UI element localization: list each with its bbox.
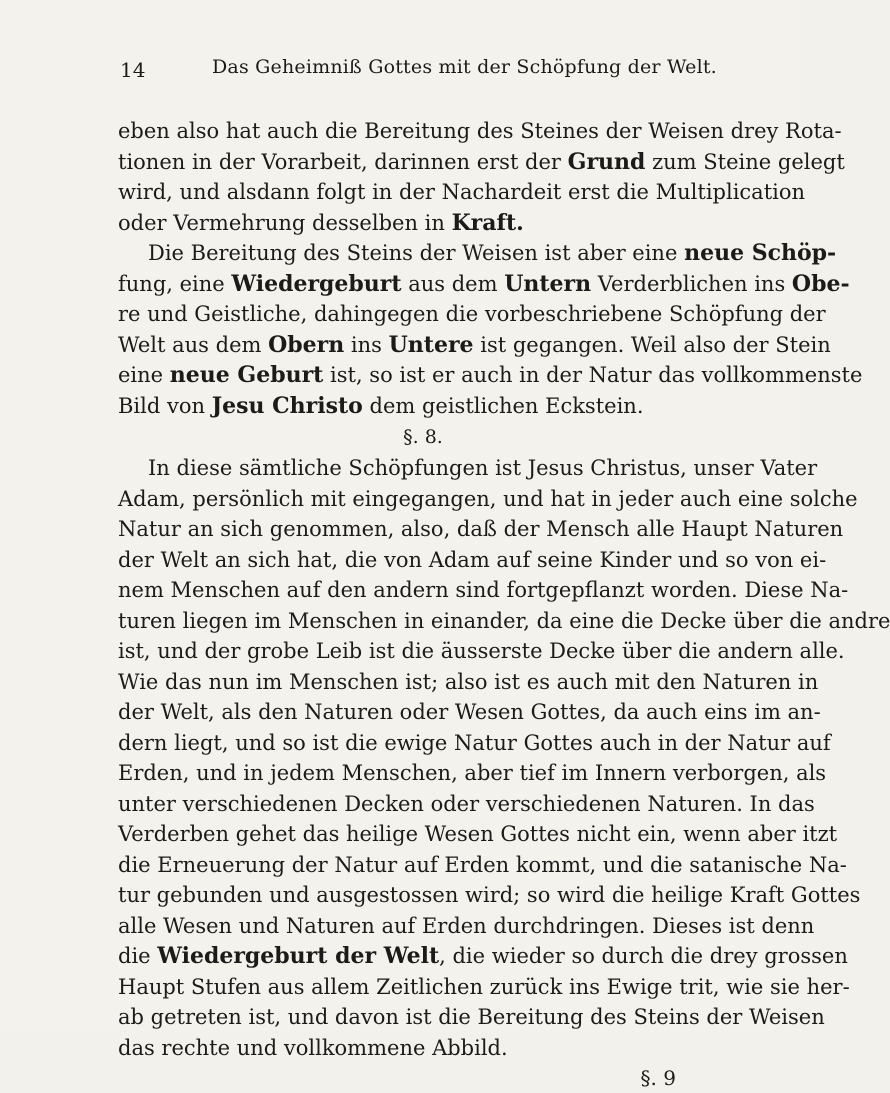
text-line: Wie das nun im Menschen ist; also ist es auch mit den Naturen in bbox=[118, 669, 819, 694]
emphasis: neue Geburt bbox=[169, 362, 324, 388]
emphasis: Wiedergeburt der Welt bbox=[157, 943, 440, 969]
text-line: tionen in der Vorarbeit, darinnen erst der Grund zum Steine gelegt bbox=[118, 148, 845, 175]
emphasis: Jesu Christo bbox=[211, 392, 363, 419]
text-line: Erden, und in jedem Menschen, aber tief im Innern verborgen, als bbox=[118, 761, 827, 785]
text-line: Natur an sich genommen, also, daß der Mensch alle Haupt Naturen bbox=[118, 517, 844, 541]
main-text bbox=[118, 116, 890, 1093]
emphasis: Obern bbox=[268, 331, 345, 358]
running-head: Das Geheimniß Gottes mit der Schöpfung der Welt. bbox=[212, 56, 717, 78]
text-line: Haupt Stufen aus allem Zeitlichen zurück ins Ewige trit, wie sie her- bbox=[118, 974, 850, 999]
emphasis: Grund bbox=[567, 148, 646, 175]
text-line: Welt aus dem Obern ins Untere ist gegangen. Weil also der Stein bbox=[118, 331, 831, 358]
text-line: unter verschiedenen Decken oder verschiedenen Naturen. In das bbox=[118, 791, 815, 816]
section-heading: §. 8. bbox=[403, 426, 443, 448]
text-line: ab getreten ist, und davon ist die Bereitung des Steins der Weisen bbox=[118, 1005, 825, 1029]
text-line: die Wiedergeburt der Welt, die wieder so durch die drey grossen bbox=[118, 943, 848, 969]
emphasis: Wiedergeburt bbox=[231, 270, 402, 297]
text-line: eben also hat auch die Bereitung des Steines der Weisen drey Rota- bbox=[118, 119, 842, 143]
page-header bbox=[120, 56, 720, 84]
text-line: turen liegen im Menschen in einander, da eine die Decke über die andre bbox=[118, 608, 890, 633]
emphasis: Untern bbox=[504, 270, 592, 297]
text-line: Verderben gehet das heilige Wesen Gottes nicht ein, wenn aber itzt bbox=[118, 822, 838, 846]
text-line: fung, eine Wiedergeburt aus dem Untern Verderblichen ins Obe- bbox=[118, 270, 850, 297]
text-line: dern liegt, und so ist die ewige Natur Gottes auch in der Natur auf bbox=[118, 730, 831, 755]
text-line: wird, und alsdann folgt in der Nachardeit erst die Multiplication bbox=[118, 180, 806, 204]
text-line: eine neue Geburt ist, so ist er auch in der Natur das vollkommenste bbox=[118, 362, 863, 388]
paragraph-1 bbox=[118, 116, 863, 421]
text-line: der Welt an sich hat, die von Adam auf seine Kinder und so von ei- bbox=[118, 547, 827, 572]
text-line: In diese sämtliche Schöpfungen ist Jesus Christus, unser Vater bbox=[148, 456, 818, 480]
catchword: §. 9 bbox=[640, 1066, 676, 1090]
text-line: alle Wesen und Naturen auf Erden durchdringen. Dieses ist denn bbox=[118, 913, 815, 938]
page-number: 14 bbox=[120, 58, 146, 82]
text-line: das rechte und vollkommene Abbild. bbox=[118, 1035, 508, 1060]
emphasis: Obe- bbox=[791, 270, 850, 297]
text-line: ist, und der grobe Leib ist die äusserste Decke über die andern alle. bbox=[118, 639, 845, 663]
text-line: re und Geistliche, dahingegen die vorbeschriebene Schöpfung der bbox=[118, 302, 826, 326]
text-line: Adam, persönlich mit eingegangen, und hat in jeder auch eine solche bbox=[118, 486, 858, 511]
text-line: nem Menschen auf den andern sind fortgepflanzt worden. Diese Na- bbox=[118, 578, 849, 602]
emphasis: Untere bbox=[388, 331, 474, 358]
paragraph-2 bbox=[118, 453, 890, 1063]
text-line: die Erneuerung der Natur auf Erden kommt, und die satanische Na- bbox=[118, 852, 847, 877]
text-line: Bild von Jesu Christo dem geistlichen Eckstein. bbox=[118, 392, 644, 419]
emphasis: Kraft. bbox=[451, 209, 524, 236]
text-line: oder Vermehrung desselben in Kraft. bbox=[118, 209, 524, 236]
emphasis: neue Schöp- bbox=[684, 240, 837, 266]
text-line: Die Bereitung des Steins der Weisen ist aber eine neue Schöp- bbox=[148, 240, 837, 266]
text-line: tur gebunden und ausgestossen wird; so wird die heilige Kraft Gottes bbox=[118, 883, 861, 907]
text-line: der Welt, als den Naturen oder Wesen Gottes, da auch eins im an- bbox=[118, 700, 821, 724]
